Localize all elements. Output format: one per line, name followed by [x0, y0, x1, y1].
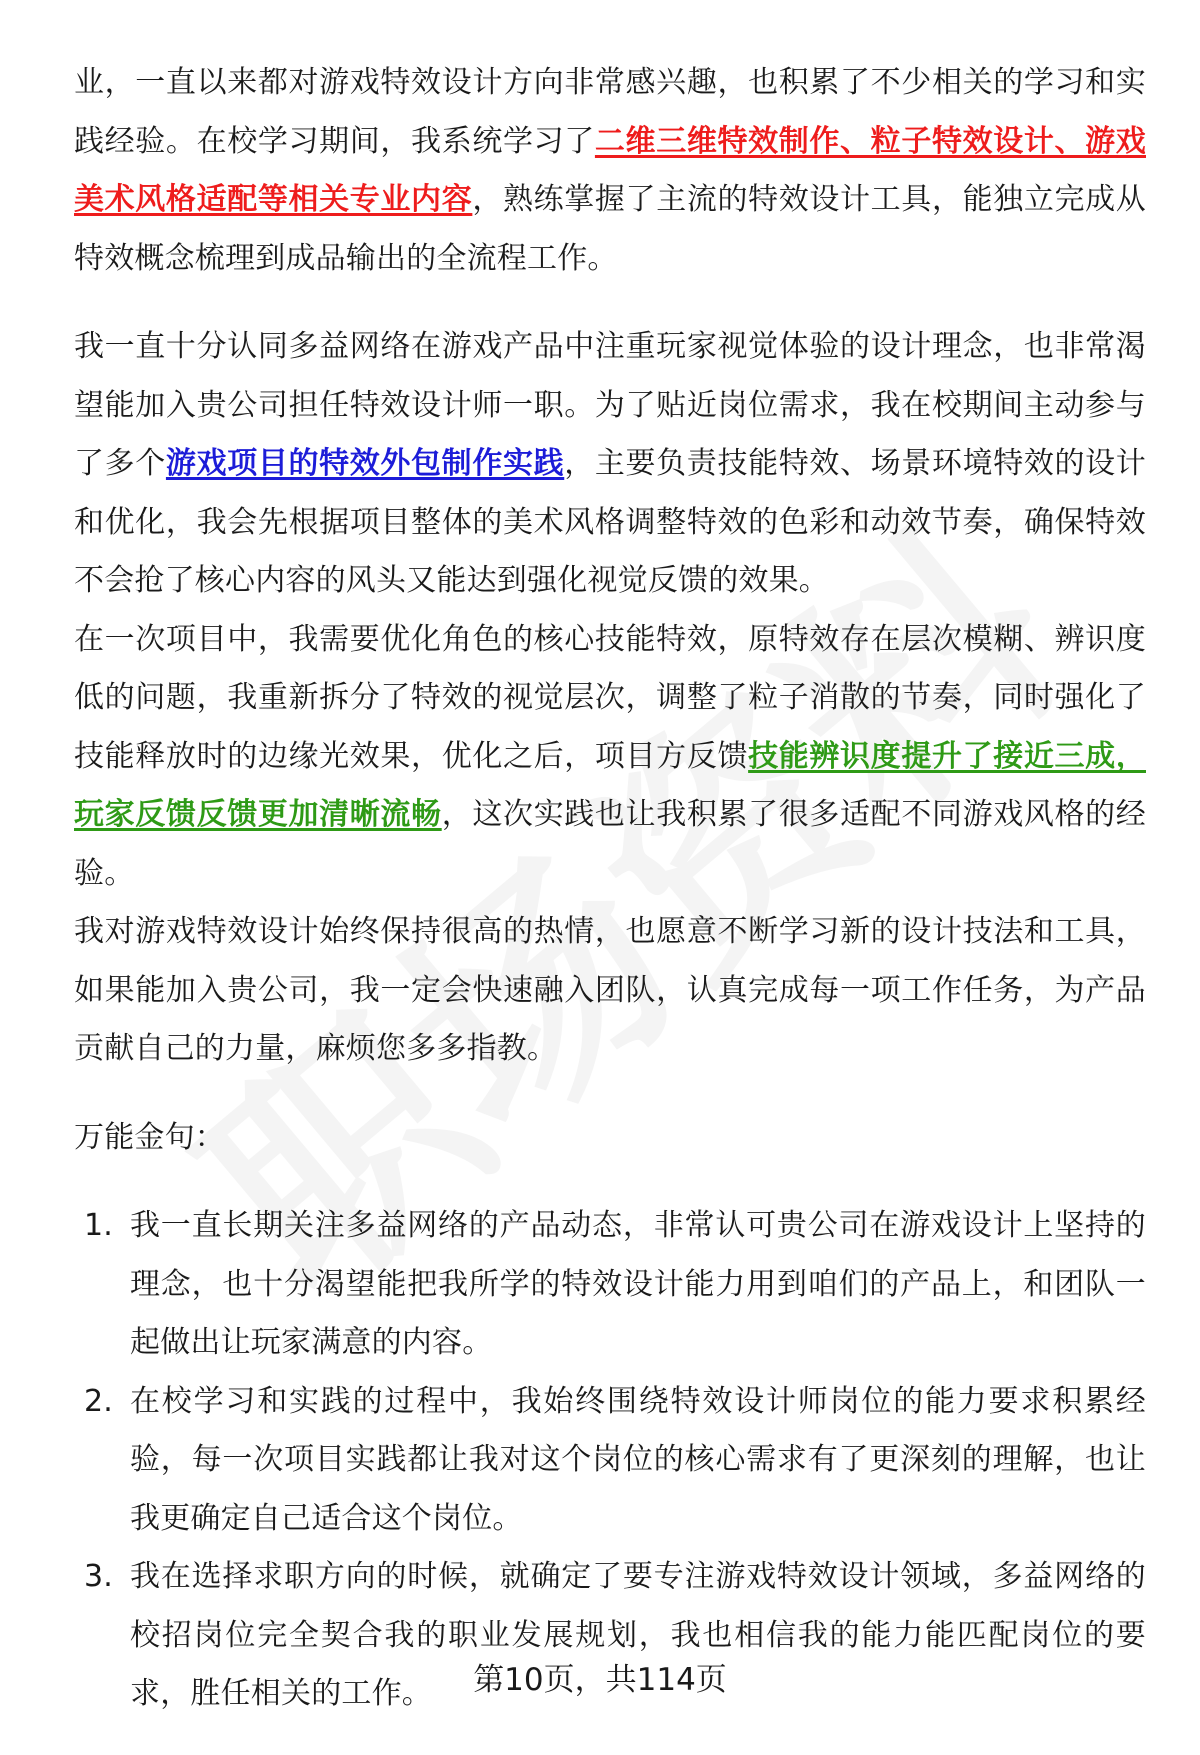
list-item-text: 我一直长期关注多益网络的产品动态，非常认可贵公司在游戏设计上坚持的理念，也十分渴望能把我所学的特效设计能力用到咱们的产品上，和团队一起做出让玩家满意的内容。: [130, 1208, 1146, 1360]
list-item-text: 我在选择求职方向的时候，就确定了要专注游戏特效设计领域，多益网络的校招岗位完全契合我的职业发展规划，我也相信我的能力能匹配岗位的要求，胜任相关的工作。: [130, 1559, 1146, 1711]
paragraph-1-text: 业，一直以来都对游戏特效设计方向非常感兴趣，也积累了不少相关的学习和实践经验。在校学习期间，我系统学习了: [74, 65, 1146, 159]
paragraph-3-text-end: ，这次实践也让我积累了很多适配不同游戏风格的经验。: [74, 797, 1146, 891]
paragraph-1-text-end: ，熟练掌握了主流的特效设计工具，能独立完成从特效概念梳理到成品输出的全流程工作。: [74, 182, 1146, 276]
paragraph-2: [74, 318, 1146, 611]
golden-heading: 万能金句：: [74, 1119, 225, 1155]
highlight-green: 技能辨识度提升了接近三成，玩家反馈反馈更加清晰流畅: [74, 738, 1146, 832]
document-body: [74, 54, 1146, 1724]
list-item: [74, 1197, 1146, 1373]
golden-list: [74, 1197, 1146, 1724]
paragraph-4: 我对游戏特效设计始终保持很高的热情，也愿意不断学习新的设计技法和工具，如果能加入贵公司，我一定会快速融入团队，认真完成每一项工作任务，为产品贡献自己的力量，麻烦您多多指教。: [74, 914, 1146, 1066]
paragraph-gap: [74, 1079, 1146, 1109]
paragraph-2-text-end: ，主要负责技能特效、场景环境特效的设计和优化，我会先根据项目整体的美术风格调整特效的色彩和动效节奏，确保特效不会抢了核心内容的风头又能达到强化视觉反馈的效果。: [74, 446, 1146, 598]
paragraph-3: [74, 611, 1146, 904]
list-number: 1.: [84, 1208, 114, 1243]
paragraph-gap: [74, 1167, 1146, 1197]
paragraph-gap: [74, 288, 1146, 318]
page-number: 第10页，共114页: [473, 1662, 727, 1698]
highlight-blue: 游戏项目的特效外包制作实践: [165, 446, 565, 481]
paragraph-1: [74, 54, 1146, 288]
list-number: 3.: [84, 1559, 114, 1594]
list-item: [74, 1373, 1146, 1549]
list-item-text: 在校学习和实践的过程中，我始终围绕特效设计师岗位的能力要求积累经验，每一次项目实践都让我对这个岗位的核心需求有了更深刻的理解，也让我更确定自己适合这个岗位。: [130, 1383, 1146, 1536]
highlight-red: 二维三维特效制作、粒子特效设计、游戏美术风格适配等相关专业内容: [74, 123, 1146, 217]
paragraph-3-text: 在一次项目中，我需要优化角色的核心技能特效，原特效存在层次模糊、辨识度低的问题，我重新拆分了特效的视觉层次，调整了粒子消散的节奏，同时强化了技能释放时的边缘光效果，优化之后，项目方反馈: [74, 621, 1146, 774]
list-number: 2.: [84, 1383, 114, 1419]
paragraph-2-text: 我一直十分认同多益网络在游戏产品中注重玩家视觉体验的设计理念，也非常渴望能加入贵公司担任特效设计师一职。为了贴近岗位需求，我在校期间主动参与了多个: [74, 329, 1146, 481]
